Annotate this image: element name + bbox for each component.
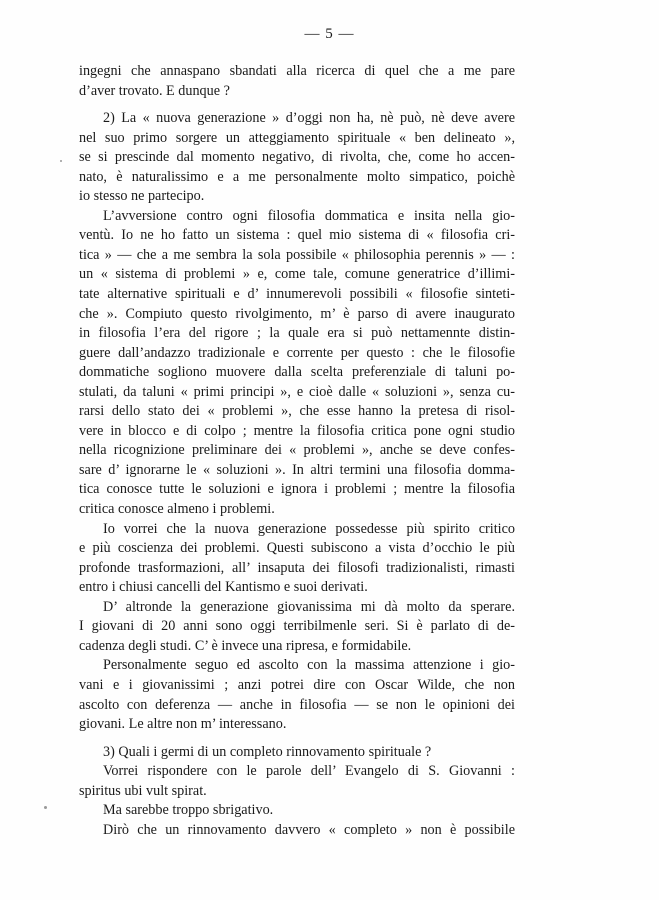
paragraph-avversione <box>79 207 515 520</box>
print-speck <box>44 806 47 809</box>
text-line: D’ altronde la generazione giovanissima mi dà molto da sperare. <box>103 598 515 615</box>
paragraph-giovanissima <box>79 598 515 657</box>
text-line: un « sistema di problemi » e, come tale, comune generatrice d’illimi- <box>79 266 515 283</box>
paragraph-spirito-critico <box>79 520 515 598</box>
text-line: Io vorrei che la nuova generazione possedesse più spirito critico <box>103 520 515 537</box>
paragraph-continued <box>79 62 515 101</box>
text-line: Vorrei rispondere con le parole dell’ Evangelo di S. Giovanni : <box>103 763 515 780</box>
text-line: profonde trasformazioni, all’ insaputa dei filosofi tradizionalisti, rimasti <box>79 559 515 576</box>
text-line: nella ricognizione preliminare dei « problemi », anche se deve confes- <box>79 442 515 459</box>
text-line: I giovani di 20 anni sono oggi terribilmenle seri. Si è parlato di de- <box>79 618 515 635</box>
text-line: nato, è naturalissimo e a me personalmente molto simpatico, poichè <box>79 168 515 185</box>
paragraph-personalmente <box>79 656 515 734</box>
text-line: io stesso ne partecipo. <box>79 188 205 205</box>
paragraph-answer-2 <box>79 109 515 207</box>
text-line: dommatiche sogliono muovere dalla scelta preferenziale di taluni po- <box>79 364 515 381</box>
text-line: L’avversione contro ogni filosofia dommatica e insita nella gio- <box>103 207 515 224</box>
text-line: che ». Compiuto questo rivolgimento, m’ è parso di avere inaugurato <box>79 305 515 322</box>
text-line: guere dall’andazzo tradizionale e corrente per questo : che le filosofie <box>79 344 515 361</box>
text-line: in filosofia l’era del rigore ; la quale era si può nettamennte distin- <box>79 325 515 342</box>
text-line: d’aver trovato. E dunque ? <box>79 82 230 99</box>
text-line: 2) La « nuova generazione » d’oggi non ha, nè può, nè deve avere <box>103 110 515 127</box>
text-line: nel suo primo sorgere un atteggiamento spirituale « ben delineato », <box>79 129 515 146</box>
body-text <box>79 62 515 840</box>
text-line: tica conosce tutte le soluzioni e ignora i problemi ; mentre la filosofia <box>79 481 515 498</box>
text-line: vere in blocco e di colpo ; mentre la filosofia critica pone ogni studio <box>79 422 515 439</box>
text-line: ingegni che annaspano sbandati alla ricerca di quel che a me pare <box>79 63 515 79</box>
text-line: tate alternative spirituali e d’ innumerevoli possibili « filosofie sinteti- <box>79 286 515 303</box>
print-speck <box>60 160 62 162</box>
text-line: ascolto con deferenza — anche in filosofia — se non le opinioni dei <box>79 696 515 713</box>
text-line: Ma sarebbe troppo sbrigativo. <box>103 802 274 819</box>
text-line: vani e i giovanissimi ; anzi potrei dire con Oscar Wilde, che non <box>79 676 515 693</box>
text-line: cadenza degli studi. C’ è invece una ripresa, e formidabile. <box>79 637 412 654</box>
text-line: tica » — che a me sembra la sola possibile « philosophia perennis » — : <box>79 246 515 263</box>
text-line: Dirò che un rinnovamento davvero « completo » non è possibile <box>103 821 515 838</box>
paragraph-completo <box>79 821 515 841</box>
paragraph-question-3 <box>79 743 515 763</box>
text-line: stulati, da taluni « primi principi », e cioè dalle « soluzioni », senza cu- <box>79 383 515 400</box>
text-line: sare d’ ignorarne le « soluzioni ». In altri termini una filosofia domma- <box>79 461 515 478</box>
paragraph-evangelo <box>79 762 515 801</box>
text-line: giovani. Le altre non m’ interessano. <box>79 716 287 733</box>
text-line: rarsi dello stato dei « problemi », che esse hanno la pretesa di risol- <box>79 403 515 420</box>
text-line: 3) Quali i germi di un completo rinnovamento spirituale ? <box>103 743 432 760</box>
page-number: — 5 — <box>304 26 355 42</box>
paragraph-sbrigativo <box>79 801 515 821</box>
text-line: spiritus ubi vult spirat. <box>79 782 207 799</box>
text-line: ventù. Io ne ho fatto un sistema : quel mio sistema di « filosofia cri- <box>79 227 515 244</box>
text-line: entro i chiusi cancelli del Kantismo e suoi derivati. <box>79 579 368 596</box>
text-line: Personalmente seguo ed ascolto con la massima attenzione i gio- <box>103 657 515 674</box>
text-line: e più coscienza dei problemi. Questi subiscono a vista d’occhio le più <box>79 540 515 557</box>
text-line: se si prescinde dal momento negativo, di rivolta, che, come ho accen- <box>79 149 515 166</box>
text-line: critica conosce almeno i problemi. <box>79 501 275 518</box>
